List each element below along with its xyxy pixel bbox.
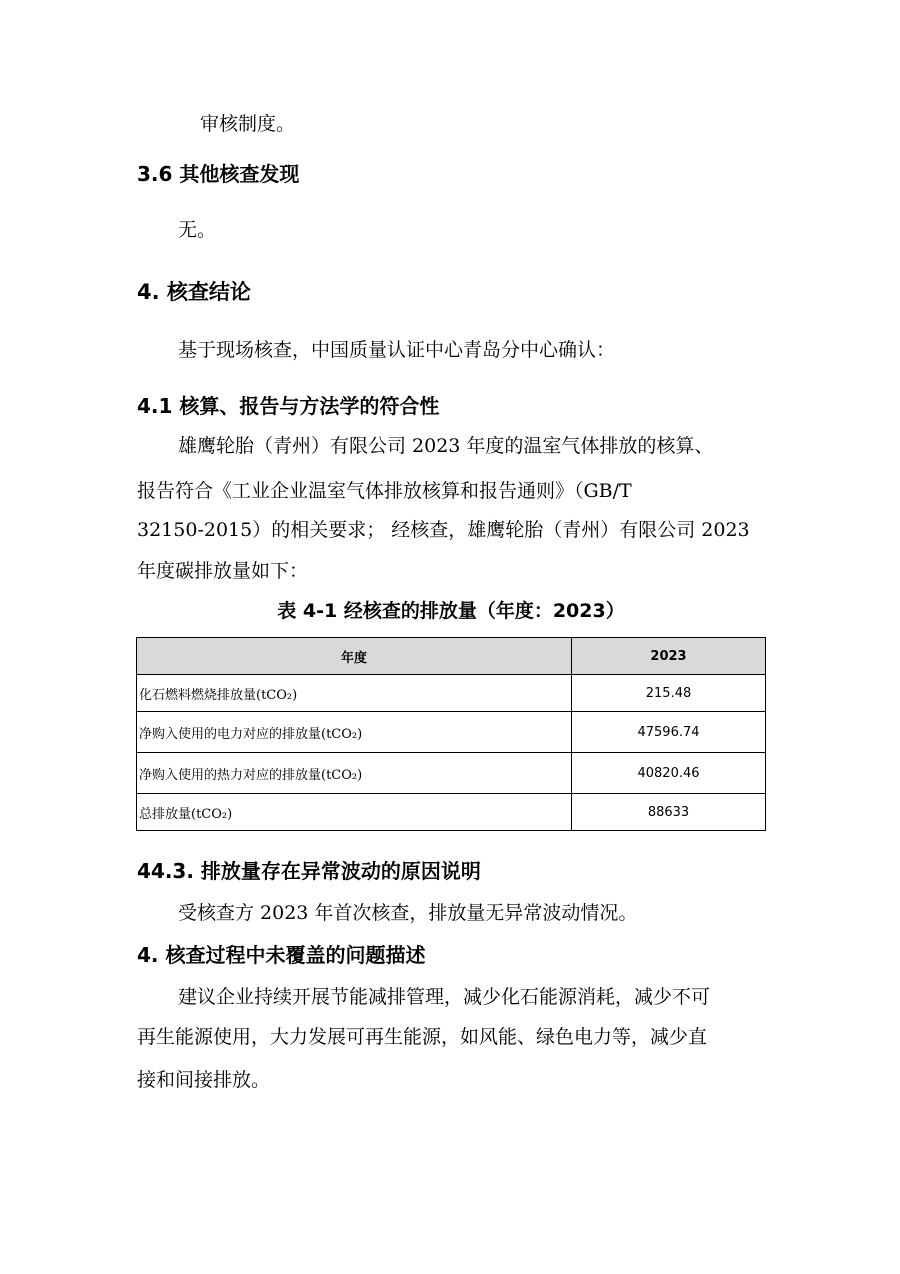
section-4-1-heading: 4.1 核算、报告与方法学的符合性 (137, 394, 440, 418)
section-4-3-heading: 44.3. 排放量存在异常波动的原因说明 (137, 859, 481, 883)
section-3-6-heading: 3.6 其他核查发现 (137, 162, 300, 186)
section-4-uncovered-line: 建议企业持续开展节能减排管理，减少化石能源消耗，减少不可 (178, 986, 711, 1008)
section-4-uncovered-line: 接和间接排放。 (137, 1069, 271, 1091)
row-label: 净购入使用的热力对应的排放量(tCO₂) (137, 753, 572, 794)
table-row (137, 675, 766, 712)
row-value: 88633 (572, 794, 766, 831)
section-4-uncovered-heading: 4. 核查过程中未覆盖的问题描述 (137, 943, 426, 967)
table-row (137, 753, 766, 794)
section-4-heading: 4. 核查结论 (137, 280, 251, 304)
section-4-1-line: 年度碳排放量如下： (137, 560, 309, 582)
table-header-cell: 年度 (137, 638, 572, 675)
table-header-row (137, 638, 766, 675)
section-4-3-body: 受核查方 2023 年首次核查，排放量无异常波动情况。 (178, 902, 638, 924)
row-value: 40820.46 (572, 753, 766, 794)
section-4-1-line (137, 477, 765, 505)
section-3-6-body: 无。 (178, 219, 217, 241)
row-value: 215.48 (572, 675, 766, 712)
section-4-uncovered-line: 再生能源使用，大力发展可再生能源，如风能、绿色电力等，减少直 (137, 1026, 708, 1048)
section-4-1-line: 雄鹰轮胎（青州）有限公司 2023 年度的温室气体排放的核算、 (178, 435, 714, 457)
table-header-cell: 2023 (572, 638, 766, 675)
section-4-intro: 基于现场核查，中国质量认证中心青岛分中心确认： (178, 339, 616, 361)
table-row (137, 712, 766, 753)
continuation-text: 审核制度。 (200, 113, 296, 135)
row-label: 化石燃料燃烧排放量(tCO₂) (137, 675, 572, 712)
section-4-1-line: 32150-2015）的相关要求； 经核查，雄鹰轮胎（青州）有限公司 2023 (137, 519, 750, 541)
table-caption: 表 4-1 经核查的排放量（年度：2023） (277, 600, 625, 622)
row-label: 净购入使用的电力对应的排放量(tCO₂) (137, 712, 572, 753)
table-row (137, 794, 766, 831)
row-label: 总排放量(tCO₂) (137, 794, 572, 831)
row-value: 47596.74 (572, 712, 766, 753)
emissions-table (136, 637, 766, 831)
section-4-1-line-text: 报告符合《工业企业温室气体排放核算和报告通则》（GB/T (137, 480, 632, 502)
